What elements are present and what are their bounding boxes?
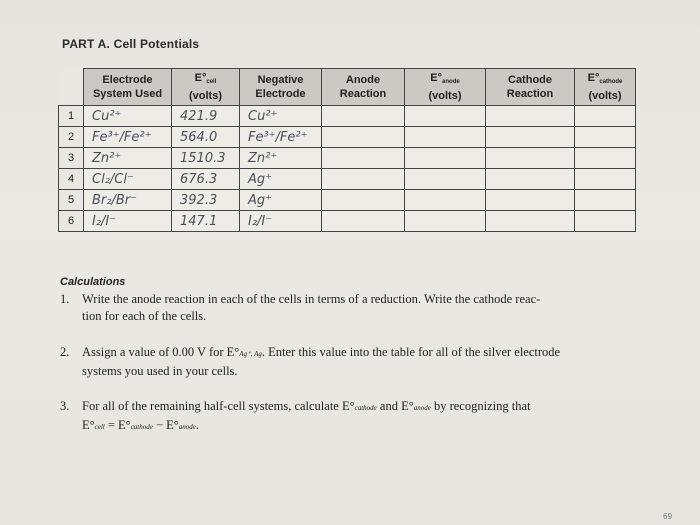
row-number: 4 bbox=[59, 169, 84, 190]
row-number: 6 bbox=[59, 211, 84, 232]
header-ecathode-sub: cathode bbox=[599, 79, 623, 85]
header-ecathode-symbol: E° bbox=[587, 72, 600, 84]
row-number: 5 bbox=[59, 190, 84, 211]
header-ecathode-unit: (volts) bbox=[588, 90, 622, 102]
ecell-cell[interactable]: 676.3 bbox=[172, 169, 240, 190]
item-text-part: = E° bbox=[104, 418, 131, 432]
item-number: 1. bbox=[60, 292, 70, 306]
cathode-reaction-cell[interactable] bbox=[486, 106, 575, 127]
item-line: Write the anode reaction in each of the cells in terms of a reduction. Write the cathode reac- bbox=[82, 292, 541, 306]
electrode-cell[interactable]: Cu²⁺ bbox=[84, 106, 172, 127]
eanode-cell[interactable] bbox=[405, 190, 486, 211]
ecell-cell[interactable]: 392.3 bbox=[172, 190, 240, 211]
header-ecell-unit: (volts) bbox=[189, 90, 222, 102]
cathode-reaction-cell[interactable] bbox=[486, 148, 575, 169]
cathode-reaction-cell[interactable] bbox=[486, 169, 575, 190]
item-text-part: E° bbox=[82, 418, 95, 432]
item-text-part: . Enter this value into the table for all of the silver electrode bbox=[261, 345, 561, 359]
row-number: 2 bbox=[59, 127, 84, 148]
item-text-part: − E° bbox=[152, 418, 179, 432]
calculation-item-3 bbox=[60, 398, 620, 434]
negative-electrode-cell[interactable]: I₂/I⁻ bbox=[240, 211, 322, 232]
item-text bbox=[82, 291, 620, 325]
item-line: tion for each of the cells. bbox=[82, 309, 207, 323]
calculation-item-2 bbox=[60, 344, 620, 380]
negative-electrode-cell[interactable]: Ag⁺ bbox=[240, 190, 322, 211]
item-subscript: cathode bbox=[354, 404, 377, 412]
item-text bbox=[82, 344, 620, 380]
ecathode-cell[interactable] bbox=[575, 148, 636, 169]
header-eanode-unit: (volts) bbox=[428, 90, 462, 102]
header-electrode-system: Electrode System Used bbox=[84, 69, 172, 106]
anode-reaction-cell[interactable] bbox=[322, 169, 405, 190]
table-row bbox=[59, 127, 636, 148]
eanode-cell[interactable] bbox=[405, 169, 486, 190]
anode-reaction-cell[interactable] bbox=[322, 190, 405, 211]
ecathode-cell[interactable] bbox=[575, 169, 636, 190]
item-line: systems you used in your cells. bbox=[82, 364, 238, 378]
cathode-reaction-cell[interactable] bbox=[486, 211, 575, 232]
calculation-item-1 bbox=[60, 291, 620, 327]
header-eanode-symbol: E° bbox=[430, 72, 443, 84]
table-row bbox=[59, 190, 636, 211]
header-ecell bbox=[172, 69, 240, 106]
electrode-cell[interactable]: Cl₂/Cl⁻ bbox=[84, 169, 172, 190]
ecathode-cell[interactable] bbox=[575, 127, 636, 148]
item-text-part: For all of the remaining half-cell systems, calculate E° bbox=[82, 399, 355, 413]
header-eanode-sub: anode bbox=[442, 79, 460, 85]
item-number: 2. bbox=[60, 345, 70, 359]
anode-reaction-cell[interactable] bbox=[322, 106, 405, 127]
header-negative-electrode: Negative Electrode bbox=[240, 69, 322, 106]
table-row bbox=[59, 211, 636, 232]
item-text bbox=[82, 398, 620, 436]
eanode-cell[interactable] bbox=[405, 106, 486, 127]
table-row bbox=[59, 148, 636, 169]
item-subscript: anode bbox=[413, 404, 431, 412]
negative-electrode-cell[interactable]: Cu²⁺ bbox=[240, 106, 322, 127]
item-text-part: . bbox=[195, 418, 200, 432]
header-cathode-reaction: Cathode Reaction bbox=[486, 69, 575, 106]
part-heading: PART A. Cell Potentials bbox=[62, 37, 200, 51]
electrode-cell[interactable]: Zn²⁺ bbox=[84, 148, 172, 169]
negative-electrode-cell[interactable]: Zn²⁺ bbox=[240, 148, 322, 169]
row-number: 3 bbox=[59, 148, 84, 169]
item-text-part: by recognizing that bbox=[430, 399, 531, 413]
ecathode-cell[interactable] bbox=[575, 106, 636, 127]
item-subscript: cathode bbox=[130, 423, 153, 431]
item-text-part: Assign a value of 0.00 V for E° bbox=[82, 345, 240, 359]
electrode-cell[interactable]: Br₂/Br⁻ bbox=[84, 190, 172, 211]
cathode-reaction-cell[interactable] bbox=[486, 127, 575, 148]
calculations-title: Calculations bbox=[60, 276, 126, 288]
ecell-cell[interactable]: 147.1 bbox=[172, 211, 240, 232]
header-eanode bbox=[405, 69, 486, 106]
cell-potentials-table bbox=[58, 68, 636, 232]
anode-reaction-cell[interactable] bbox=[322, 148, 405, 169]
ecell-cell[interactable]: 564.0 bbox=[172, 127, 240, 148]
ecell-cell[interactable]: 1510.3 bbox=[172, 148, 240, 169]
item-number: 3. bbox=[60, 399, 70, 413]
header-ecell-symbol: E° bbox=[194, 72, 207, 84]
header-ecathode bbox=[575, 69, 636, 106]
ecathode-cell[interactable] bbox=[575, 211, 636, 232]
item-text-part: and E° bbox=[376, 399, 414, 413]
table-row bbox=[59, 169, 636, 190]
eanode-cell[interactable] bbox=[405, 127, 486, 148]
header-anode-reaction: Anode Reaction bbox=[322, 69, 405, 106]
item-subscript: Ag⁺, Ag bbox=[239, 350, 262, 358]
header-ecell-sub: cell bbox=[206, 79, 217, 85]
ecathode-cell[interactable] bbox=[575, 190, 636, 211]
negative-electrode-cell[interactable]: Fe³⁺/Fe²⁺ bbox=[240, 127, 322, 148]
eanode-cell[interactable] bbox=[405, 148, 486, 169]
anode-reaction-cell[interactable] bbox=[322, 211, 405, 232]
cathode-reaction-cell[interactable] bbox=[486, 190, 575, 211]
item-subscript: anode bbox=[178, 423, 196, 431]
anode-reaction-cell[interactable] bbox=[322, 127, 405, 148]
ecell-cell[interactable]: 421.9 bbox=[172, 106, 240, 127]
eanode-cell[interactable] bbox=[405, 211, 486, 232]
electrode-cell[interactable]: I₂/I⁻ bbox=[84, 211, 172, 232]
table-row bbox=[59, 106, 636, 127]
row-number-header bbox=[59, 69, 84, 106]
table-header-row bbox=[59, 69, 636, 106]
negative-electrode-cell[interactable]: Ag⁺ bbox=[240, 169, 322, 190]
electrode-cell[interactable]: Fe³⁺/Fe²⁺ bbox=[84, 127, 172, 148]
item-subscript: cell bbox=[94, 423, 105, 431]
row-number: 1 bbox=[59, 106, 84, 127]
page-number: 69 bbox=[663, 512, 672, 521]
